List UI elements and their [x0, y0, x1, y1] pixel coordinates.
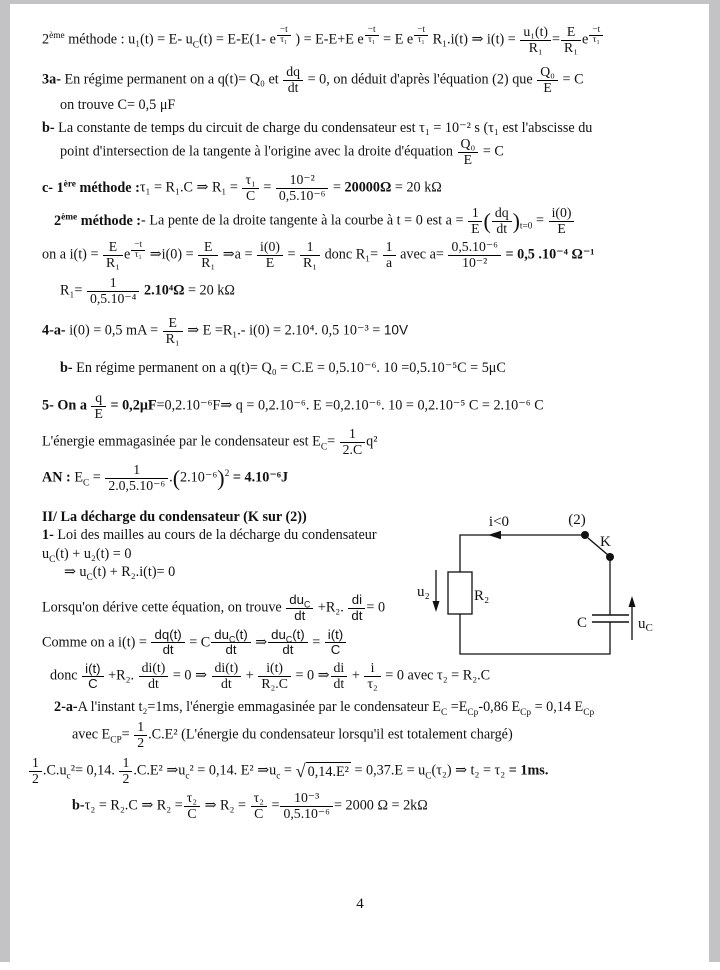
page-border-left	[0, 4, 10, 962]
formula-line: Lorsqu'on dérive cette équation, on trouve $du_C$ dt +R₂. $\frac{di}{dt}$ = 0	[42, 592, 386, 623]
page-number: 4	[356, 896, 364, 912]
discharge-circuit-diagram	[415, 510, 670, 665]
circuit-bottom-wire	[460, 614, 610, 654]
formula-line: 2ème méthode :- La pente de la droite tangente à la courbe à t = 0 est a = $\frac{1}{E}$ ( $\frac{dq}{dt}$ )$_{t=0}$ = $\frac{i(0)}{E}$	[54, 206, 703, 237]
switch-label: K	[600, 534, 611, 550]
formula-line: 4-a- i(0) = 0,5 mA = $\frac{E}{\text{R₁}}$ ⇒ E =R₁.- i(0) = 2.10⁴. 0,5 10⁻³ = 10V	[42, 315, 409, 347]
formula-line: ⇒ $u_C(t) + R_2.i(t)= 0$	[64, 563, 176, 583]
capacitor-label: C	[576, 615, 587, 631]
uc-arrowhead-icon	[629, 596, 636, 607]
formula-line: point d'intersection de la tangente à l'origine avec la droite d'équation $\frac{\text{Q₀}}{E}$ = C	[60, 136, 504, 168]
switch-pole-dot	[606, 553, 614, 561]
formula-line: on trouve C= 0,5 μF	[60, 96, 176, 113]
u2-label: u₂	[417, 584, 430, 600]
formula-line: Comme on a i(t) = $\frac{dq(t)}{dt}$ = C $du_C(t)$ dt ⇒ $du_C(t)$ dt = $\frac{i(t)}{C}$	[42, 628, 703, 658]
formula-line: 2ème méthode : u₁(t) = E- $u_C(t) = E-E(1-$ e $^{\frac{-t}{\text{τ₁}}}$ ) = E-E+E e $^{\frac{-t}{\text{τ₁}}}$ = E e $^{\frac{-t}{\text{τ₁}}}$ R₁.i(t) ⇒ i(t) = $\frac{\text{u₁(t)}}{\text{R₁}}$ = $\frac{E}{\text{R₁}}$ e $^{\frac{-t}{\text{τ₁}}}$	[42, 25, 703, 56]
formula-line: $\frac{1}{2}$ $.C.u_c^2= 0,14$. $\frac{1}{2}$ .C.E² $\Rightarrow u_c^2 = 0,14$. E² $\Rightarrow u_c$ = √ 0,14.E² = $0,37.E = u_C(\tau_2)$ ⇒ t₂ = τ₂ = 1ms.	[28, 756, 703, 787]
resistor-r2	[448, 572, 472, 614]
formula-line: on a i(t) = $\frac{E}{\text{R₁}}$ e $^{\frac{-t}{\text{τ₁}}}$ ⇒i(0) = $\frac{E}{\text{R₁}}$ ⇒a = $\frac{i(0)}{E}$ = $\frac{1}{\text{R₁}}$ donc R₁= $\frac{1}{a}$ avec a= $\frac{\text{0,5.10⁻⁶}}{\text{10⁻²}}$ = 0,5 .10⁻⁴ Ω⁻¹	[42, 238, 595, 270]
formula-line: R₁= $\frac{1}{\text{0,5.10⁻⁴}}$ 2.10⁴Ω = 20 kΩ	[60, 275, 235, 307]
solution-lines	[10, 4, 709, 962]
formula-line: AN : $E_C$ = $\frac{1}{\text{2.0,5.10⁻⁶}}$ $.(2.10^{-6})^2 = 4.10^{-6}J$	[42, 461, 289, 493]
formula-line: b- La constante de temps du circuit de charge du condensateur est τ₁ = 10⁻² s (τ₁ est l'abscisse du	[42, 119, 593, 136]
formula-line: 2-a-A l'instant t₂=1ms, l'énergie emmagasinée par le condensateur $E_C =E_{Cp}-0,86$ $E_{Cp} = 0,14$ $E_{Cp}$	[54, 699, 595, 719]
formula-line: avec $E_{CP}=$ $\frac{1}{2}$ .C.E² (L'énergie du condensateur lorsqu'il est totalement chargé)	[72, 718, 513, 750]
circuit-top-wire	[460, 535, 585, 572]
formula-line: II/ La décharge du condensateur (K sur (2))	[42, 508, 307, 525]
formula-line: L'énergie emmagasinée par le condensateur est $E_C=$ $\frac{1}{2.C}$ q²	[42, 426, 378, 457]
formula-line: 5- On a $\frac{q}{E}$ = 0,2μF=0,2.10⁻⁶F⇒ q = 0,2.10⁻⁶. E =0,2.10⁻⁶. 10 = 0,2.10⁻⁵ C = 2.10⁻⁶ C	[42, 390, 544, 422]
formula-line: donc $\frac{i(t)}{C}$ +R₂. $\frac{di(t)}{dt}$ = 0 ⇒ $\frac{di(t)}{dt}$ + $\frac{i(t)}{\text{R₂.C}}$ = 0 ⇒ $\frac{di}{dt}$ + $\frac{i}{\text{τ₂}}$ = 0 avec τ₂ = R₂.C	[50, 660, 491, 692]
page-border-right	[709, 4, 720, 962]
uc-label: $u_C$	[638, 616, 653, 634]
u2-arrowhead-icon	[433, 601, 440, 612]
formula-line: $u_C(t) + u_2(t) = 0$	[42, 545, 132, 565]
current-arrow-icon	[488, 531, 501, 540]
node2-label: (2)	[568, 512, 586, 528]
switch-node-dot	[581, 531, 589, 539]
formula-line: c- 1ère méthode :τ₁ = R₁.C ⇒ R₁ = $\frac{\text{τ₁}}{C}$ = $\frac{\text{10⁻²}}{\text{0,5.10⁻⁶}}$ = 20000Ω = 20 kΩ	[42, 172, 442, 204]
formula-line: 3a- En régime permanent on a q(t)= Q₀ et $\frac{dq}{dt}$ = 0, on déduit d'après l'équation (2) que $\frac{\text{Q₀}}{E}$ = C	[42, 63, 584, 95]
formula-line: 1- Loi des mailles au cours de la décharge du condensateur	[42, 527, 377, 544]
resistor-label: R₂	[474, 588, 490, 604]
formula-line: b- En régime permanent on a q(t)= Q₀ = C.E = 0,5.10⁻⁶. 10 =0,5.10⁻⁵C = 5μC	[60, 359, 506, 376]
current-label: i<0	[488, 514, 510, 530]
formula-line: b-τ₂ = R₂.C ⇒ R₂ = $\frac{\text{τ₂}}{C}$ ⇒ R₂ = $\frac{\text{τ₂}}{C}$ = $\frac{\text{10⁻³}}{\text{0,5.10⁻⁶}}$ = 2000 Ω = 2kΩ	[72, 790, 428, 822]
